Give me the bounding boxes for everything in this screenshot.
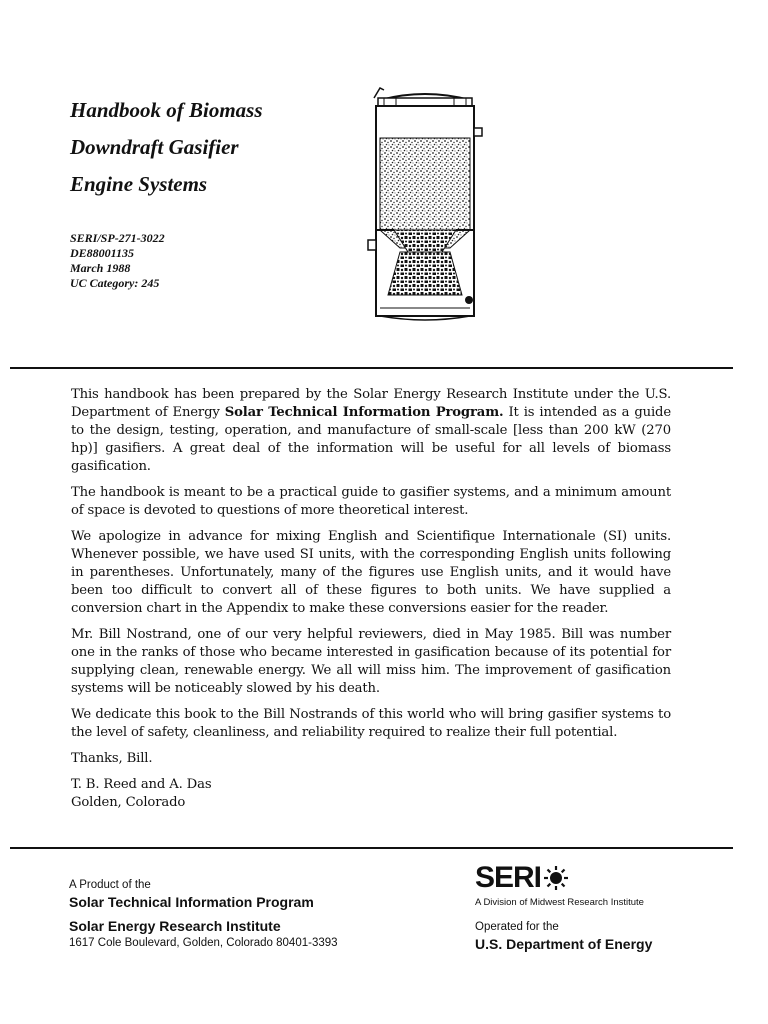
seri-logo-text: SERI xyxy=(475,861,542,894)
division-note: A Division of Midwest Research Institute xyxy=(475,897,644,908)
paragraph-1 xyxy=(71,386,671,476)
document-title xyxy=(70,92,263,203)
publisher-info xyxy=(69,878,338,951)
paragraph-thanks: Thanks, Bill. xyxy=(71,751,153,766)
title-line-1: Handbook of Biomass xyxy=(70,98,263,122)
paragraph-2: The handbook is meant to be a practical guide to gasifier systems, and a minimum amount of space is devoted to questions of more theoretical interest. xyxy=(71,485,671,518)
signature-block xyxy=(71,776,671,812)
paragraph-1-text-a: This handbook has been prepared by the Solar Energy Research Institute under the U.S. Department of Energy xyxy=(71,387,671,420)
institute-name: Solar Energy Research Institute xyxy=(69,918,281,934)
title-line-3: Engine Systems xyxy=(70,172,208,196)
document-metadata xyxy=(70,231,165,291)
paragraph-3: We apologize in advance for mixing English and Scientifique Internationale (SI) units. Whenever possible, we have used SI units, with the corresponding English units following in parentheses. Unfortunately, many of the figures use English units, and it would have been too difficult to convert all of these figures to both units. We have supplied a conversion chart in the Appendix to make these conversions easier for the reader. xyxy=(71,529,671,616)
institute-address: 1617 Cole Boulevard, Golden, Colorado 80401-3393 xyxy=(69,937,338,949)
preface-body xyxy=(71,386,671,820)
paragraph-5: We dedicate this book to the Bill Nostrands of this world who will bring gasifier systems to the level of safety, cleanliness, and reliability required to realize their full potential. xyxy=(71,707,671,740)
program-name-bold: Solar Technical Information Program. xyxy=(224,405,504,420)
product-of-label: A Product of the xyxy=(69,879,151,891)
paragraph-1-text-b: It is intended as a guide to the design, testing, operation, and manufacture of small-scale [less than 200 kW (270 hp)] gasifiers. A great deal of the information will be useful for all levels of biomass gasification. xyxy=(71,405,671,474)
paragraph-4: Mr. Bill Nostrand, one of our very helpful reviewers, died in May 1985. Bill was number one in the ranks of those who became interested in gasification because of its potential for supplying clean, renewable energy. We all will miss him. The improvement of gasification systems will be noticeably slowed by his death. xyxy=(71,627,671,696)
signature-names: T. B. Reed and A. Das xyxy=(71,777,212,792)
seri-logo xyxy=(475,860,695,896)
title-line-2: Downdraft Gasifier xyxy=(70,135,239,159)
seri-branding xyxy=(475,860,695,953)
sun-icon xyxy=(543,865,569,891)
publication-date: March 1988 xyxy=(70,261,131,275)
bottom-divider xyxy=(10,847,733,849)
operated-for-label: Operated for the xyxy=(475,921,559,933)
report-number: SERI/SP-271-3022 xyxy=(70,231,165,245)
department-name: U.S. Department of Energy xyxy=(475,936,653,952)
doc-number: DE88001135 xyxy=(70,246,135,260)
program-title: Solar Technical Information Program xyxy=(69,894,314,910)
top-divider xyxy=(10,367,733,369)
uc-category: UC Category: 245 xyxy=(70,276,160,290)
gasifier-illustration xyxy=(360,80,490,325)
signature-place: Golden, Colorado xyxy=(71,795,186,810)
